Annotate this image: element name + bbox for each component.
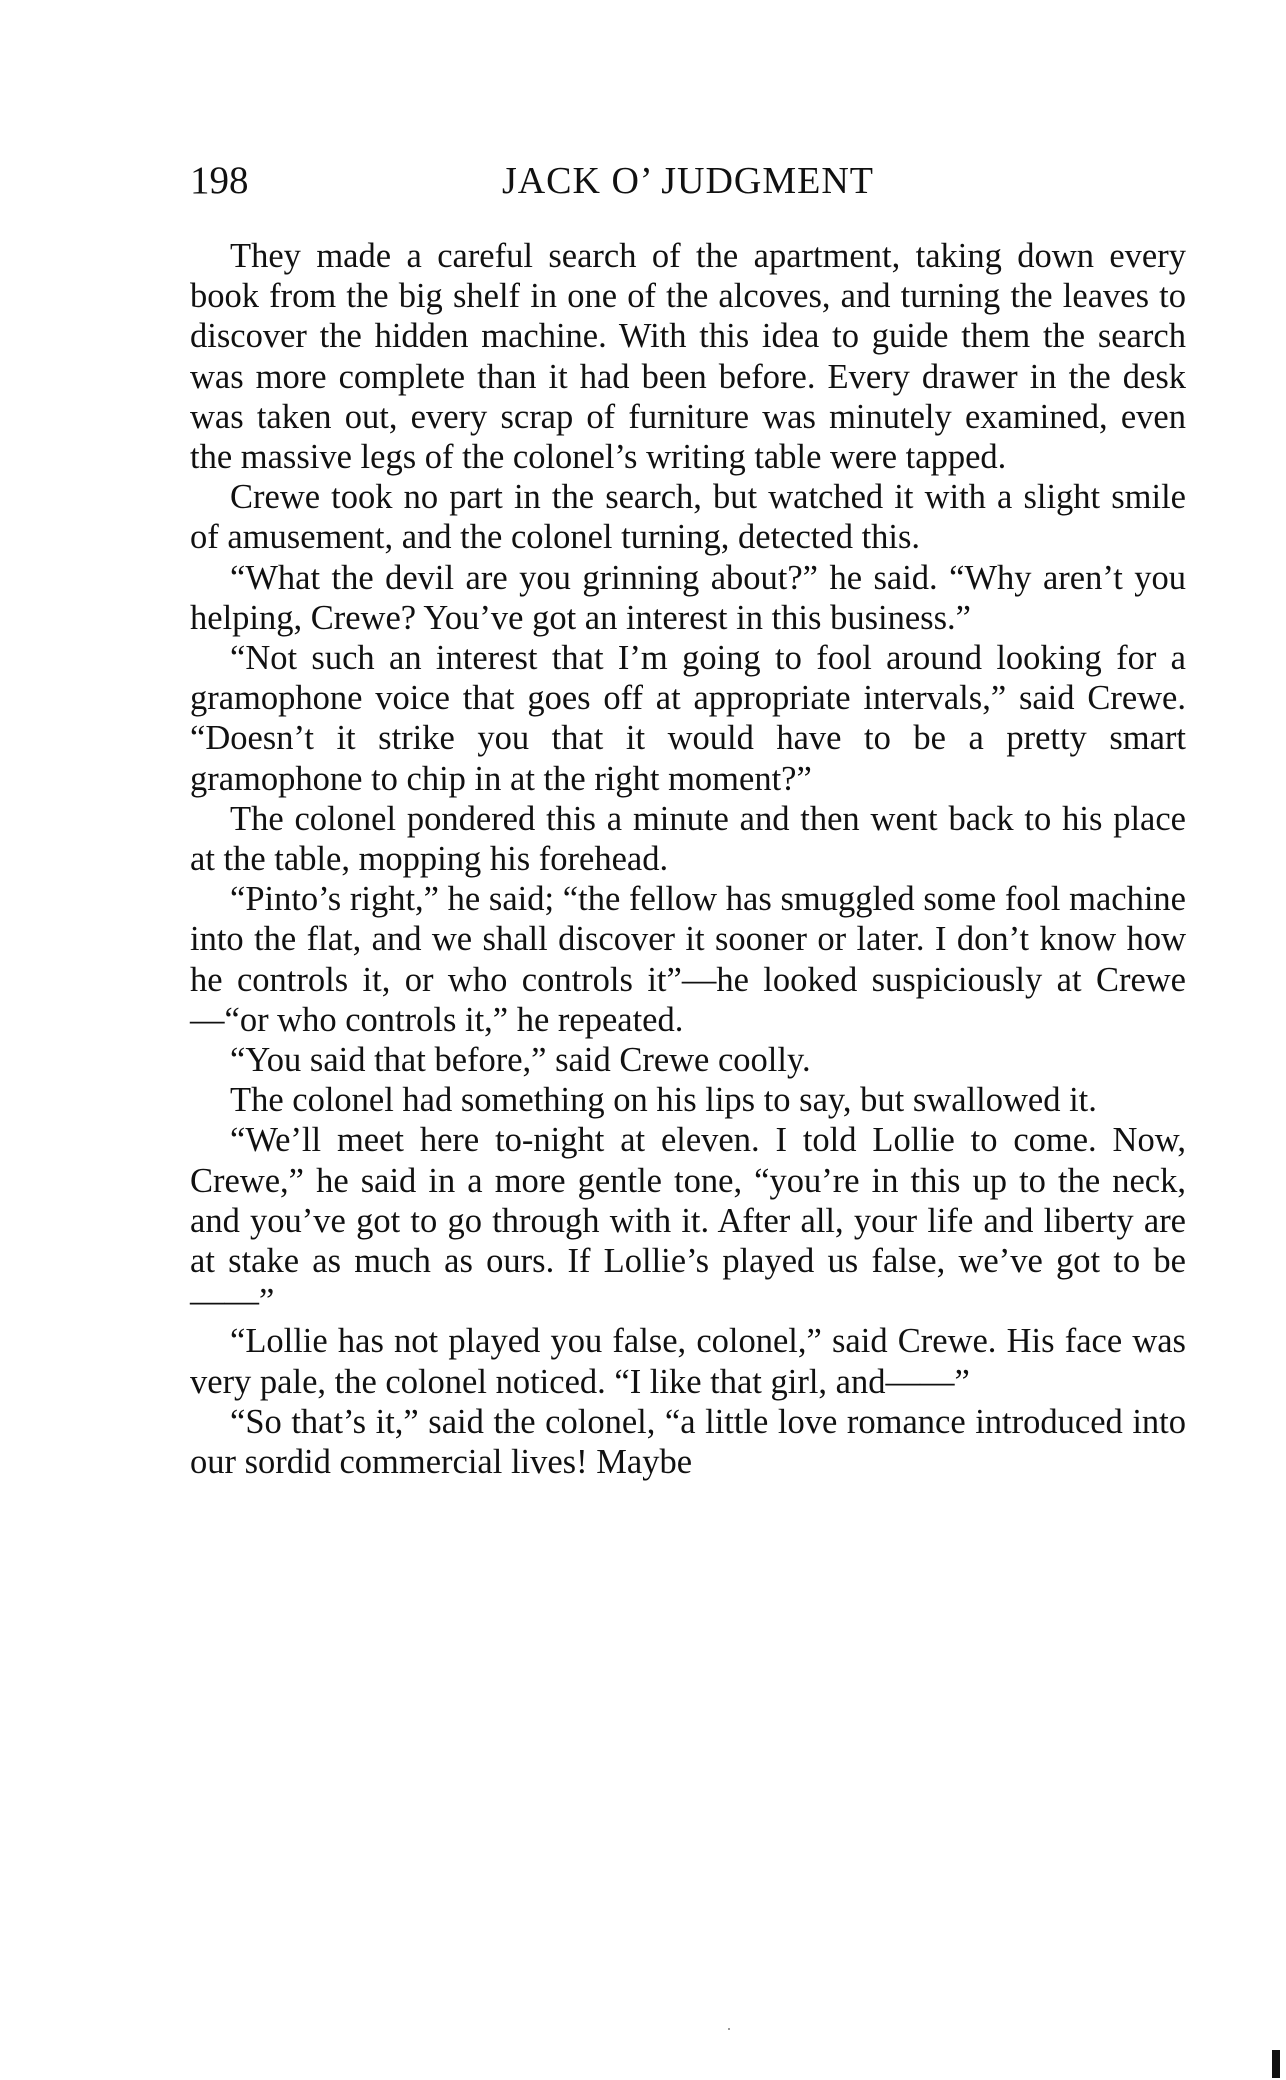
paragraph: “You said that before,” said Crewe coolly. [230, 1041, 811, 1080]
paragraph: “What the devil are you grinning about?” he said. “Why aren’t you helping, Crewe? You’ve got an interest in this business.” [190, 558, 1186, 637]
paragraph: The colonel pondered this a minute and then went back to his place at the table, mopping his forehead. [190, 799, 1186, 879]
paragraph: “Not such an interest that I’m going to fool around looking for a gramophone voice that goes off at appropriate intervals,” said Crewe. “Doesn’t it strike you that it would have to be a pretty smart gramophone to chip in at the right moment?” [190, 639, 1186, 798]
page-header [190, 150, 1186, 212]
body-text [190, 236, 1186, 1482]
scan-edge-mark [1272, 2050, 1280, 2078]
running-title: JACK O’ JUDGMENT [501, 160, 875, 202]
paragraph: “Pinto’s right,” he said; “the fellow has smuggled some fool machine into the flat, and we shall discover it sooner or later. I don’t know how he controls it, or who controls it”—he looked suspiciously at Crewe—“or who controls it,” he repeated. [190, 880, 1186, 1039]
paragraph: Crewe took no part in the search, but watched it with a slight smile of amusement, and the colonel turning, detected this. [190, 478, 1186, 557]
paragraph: “We’ll meet here to-night at eleven. I told Lollie to come. Now, Crewe,” he said in a more gentle tone, “you’re in this up to the neck, and you’ve got to go through with it. After all, your life and liberty are at stake as much as ours. If Lollie’s played us false, we’ve got to be——” [190, 1121, 1186, 1321]
book-page [190, 150, 1186, 1482]
scan-speck [728, 2028, 730, 2030]
paragraph: “So that’s it,” said the colonel, “a little love romance introduced into our sordid commercial lives! Maybe [190, 1402, 1186, 1482]
paragraph: “Lollie has not played you false, colonel,” said Crewe. His face was very pale, the colonel noticed. “I like that girl, and——” [190, 1322, 1186, 1401]
paragraph: They made a careful search of the apartment, taking down every book from the big shelf in one of the alcoves, and turning the leaves to discover the hidden machine. With this idea to guide them the search was more complete than it had been before. Every drawer in the desk was taken out, every scrap of furniture was minutely examined, even the massive legs of the colonel’s writing table were tapped. [190, 237, 1186, 477]
page-number: 198 [190, 159, 249, 202]
paragraph: The colonel had something on his lips to say, but swallowed it. [230, 1081, 1097, 1120]
